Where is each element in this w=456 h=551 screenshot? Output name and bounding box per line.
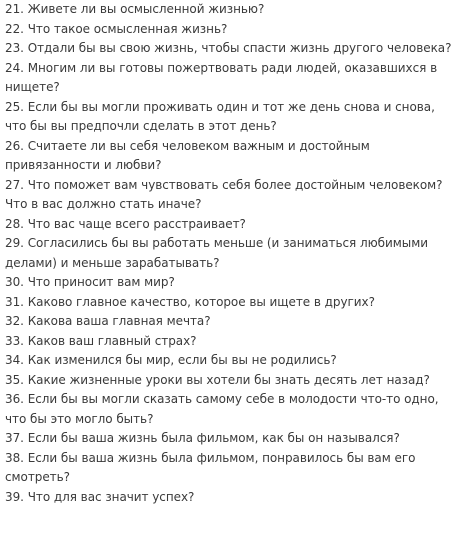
question-text: Если бы вы могли проживать один и тот же день снова и снова, что бы вы предпочли сделать в этот день?: [5, 99, 435, 133]
question-text: Отдали бы вы свою жизнь, чтобы спасти жизнь другого человека?: [27, 41, 452, 55]
question-text: Согласились бы вы работать меньше (и заниматься любимыми делами) и меньше зарабатывать?: [5, 236, 428, 270]
question-24: [5, 59, 452, 98]
question-number: 25.: [5, 99, 24, 114]
question-number: 33.: [5, 333, 24, 348]
question-number: 24.: [5, 60, 24, 75]
question-39: [5, 488, 452, 508]
question-text: Живете ли вы осмысленной жизнью?: [27, 2, 265, 16]
question-29: [5, 234, 452, 273]
question-34: [5, 351, 452, 371]
question-text: Что приносит вам мир?: [27, 275, 175, 289]
question-text: Какова ваша главная мечта?: [27, 314, 211, 328]
question-text: Если бы ваша жизнь была фильмом, как бы он назывался?: [27, 431, 400, 445]
question-27: [5, 176, 452, 215]
question-text: Многим ли вы готовы пожертвовать ради людей, оказавшихся в нищете?: [5, 60, 438, 94]
question-23: [5, 39, 452, 59]
question-28: [5, 215, 452, 235]
question-text: Что для вас значит успех?: [27, 489, 195, 504]
question-32: [5, 312, 452, 332]
question-21: [5, 0, 452, 20]
question-number: 23.: [5, 41, 24, 55]
question-text: Как изменился бы мир, если бы вы не родились?: [27, 353, 337, 367]
question-text: Если бы ваша жизнь была фильмом, понравилось бы вам его смотреть?: [5, 450, 416, 484]
question-22: [5, 20, 452, 40]
question-number: 22.: [5, 21, 24, 36]
question-text: Каков ваш главный страх?: [27, 333, 197, 348]
question-38: [5, 449, 452, 488]
question-35: [5, 371, 452, 391]
question-text: Считаете ли вы себя человеком важным и достойным привязанности и любви?: [5, 138, 370, 172]
question-37: [5, 429, 452, 449]
question-text: Каково главное качество, которое вы ищете в других?: [27, 294, 375, 309]
question-number: 29.: [5, 236, 24, 250]
question-26: [5, 137, 452, 176]
question-number: 31.: [5, 294, 24, 309]
question-text: Что такое осмысленная жизнь?: [27, 21, 228, 36]
question-number: 34.: [5, 353, 24, 367]
question-number: 21.: [5, 2, 24, 16]
question-number: 38.: [5, 450, 24, 465]
question-number: 36.: [5, 392, 24, 406]
question-number: 28.: [5, 216, 24, 231]
question-number: 32.: [5, 314, 24, 328]
question-36: [5, 390, 452, 429]
question-number: 39.: [5, 489, 24, 504]
question-number: 27.: [5, 177, 24, 192]
question-31: [5, 293, 452, 313]
question-33: [5, 332, 452, 352]
question-text: Какие жизненные уроки вы хотели бы знать десять лет назад?: [27, 372, 430, 387]
question-number: 30.: [5, 275, 24, 289]
question-25: [5, 98, 452, 137]
question-number: 37.: [5, 431, 24, 445]
question-30: [5, 273, 452, 293]
question-text: Что вас чаще всего расстраивает?: [27, 216, 246, 231]
question-number: 26.: [5, 138, 24, 153]
question-text: Если бы вы могли сказать самому себе в молодости что-то одно, что бы это могло быть?: [5, 392, 439, 426]
question-text: Что поможет вам чувствовать себя более достойным человеком? Что в вас должно стать иначе?: [5, 177, 443, 211]
question-number: 35.: [5, 372, 24, 387]
